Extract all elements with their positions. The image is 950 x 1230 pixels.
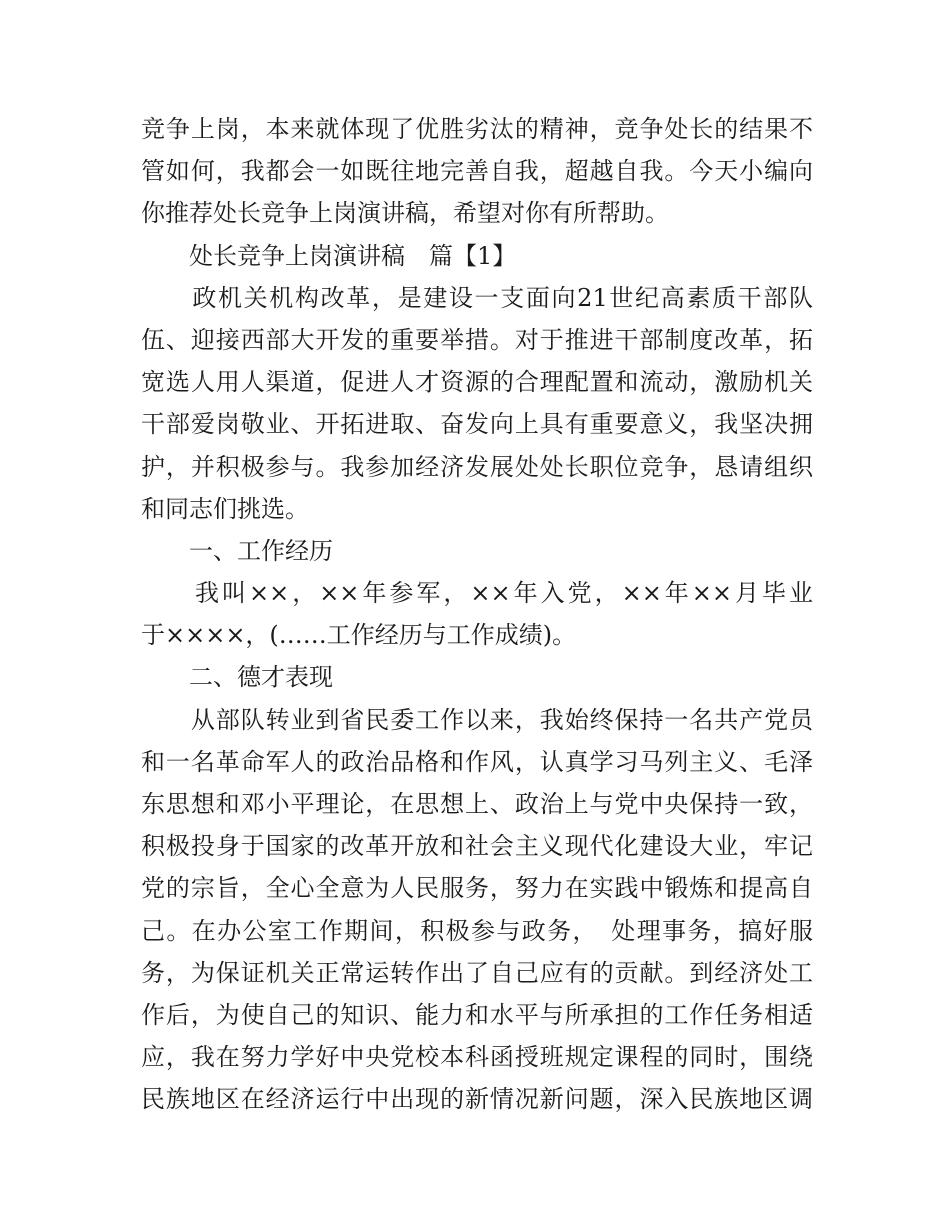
text-line: 应，我在努力学好中央党校本科函授班规定课程的同时，围绕 [141, 1043, 813, 1072]
text-line: 和同志们挑选。 [141, 494, 309, 523]
text-line: 护，并积极参与。我参加经济发展处处长职位竞争，恳请组织 [141, 452, 813, 481]
text-line: 务，为保证机关正常运转作出了自己应有的贡献。到经济处工 [141, 958, 813, 987]
text-line: 东思想和邓小平理论，在思想上、政治上与党中央保持一致， [141, 790, 813, 818]
text-line: 宽选人用人渠道，促进人才资源的合理配置和流动，激励机关 [141, 368, 813, 397]
text-line: 竞争上岗，本来就体现了优胜劣汰的精神，竞争处长的结果不 [141, 115, 813, 143]
text-line: 和一名革命军人的政治品格和作风，认真学习马列主义、毛泽 [141, 747, 813, 776]
text-line: 党的宗旨，全心全意为人民服务，努力在实践中锻炼和提高自 [141, 874, 813, 903]
section-heading: 二、德才表现 [141, 663, 333, 692]
text-line: 于××××，(……工作经历与工作成绩)。 [141, 621, 577, 650]
section-heading: 处长竞争上岗演讲稿 篇【1】 [141, 241, 517, 270]
text-line: 己。在办公室工作期间，积极参与政务， 处理事务，搞好服 [141, 916, 813, 945]
text-line: 伍、迎接西部大开发的重要举措。对于推进干部制度改革，拓 [141, 325, 813, 354]
text-line: 民族地区在经济运行中出现的新情况新问题，深入民族地区调 [141, 1085, 813, 1114]
text-line: 作后，为使自己的知识、能力和水平与所承担的工作任务相适 [141, 1000, 813, 1029]
document-body [141, 108, 813, 1121]
text-line: 干部爱岗敬业、开拓进取、奋发向上具有重要意义，我坚决拥 [141, 410, 813, 439]
text-line: 从部队转业到省民委工作以来，我始终保持一名共产党员 [141, 705, 813, 734]
text-line: 政机关机构改革，是建设一支面向21世纪高素质干部队 [141, 283, 813, 312]
text-line: 我叫××，××年参军，××年入党，××年××月毕业 [141, 579, 813, 608]
text-line: 管如何，我都会一如既往地完善自我，超越自我。今天小编向 [141, 157, 813, 186]
section-heading: 一、工作经历 [141, 536, 333, 565]
text-line: 积极投身于国家的改革开放和社会主义现代化建设大业，牢记 [141, 832, 813, 861]
text-line: 你推荐处长竞争上岗演讲稿，希望对你有所帮助。 [141, 199, 669, 228]
